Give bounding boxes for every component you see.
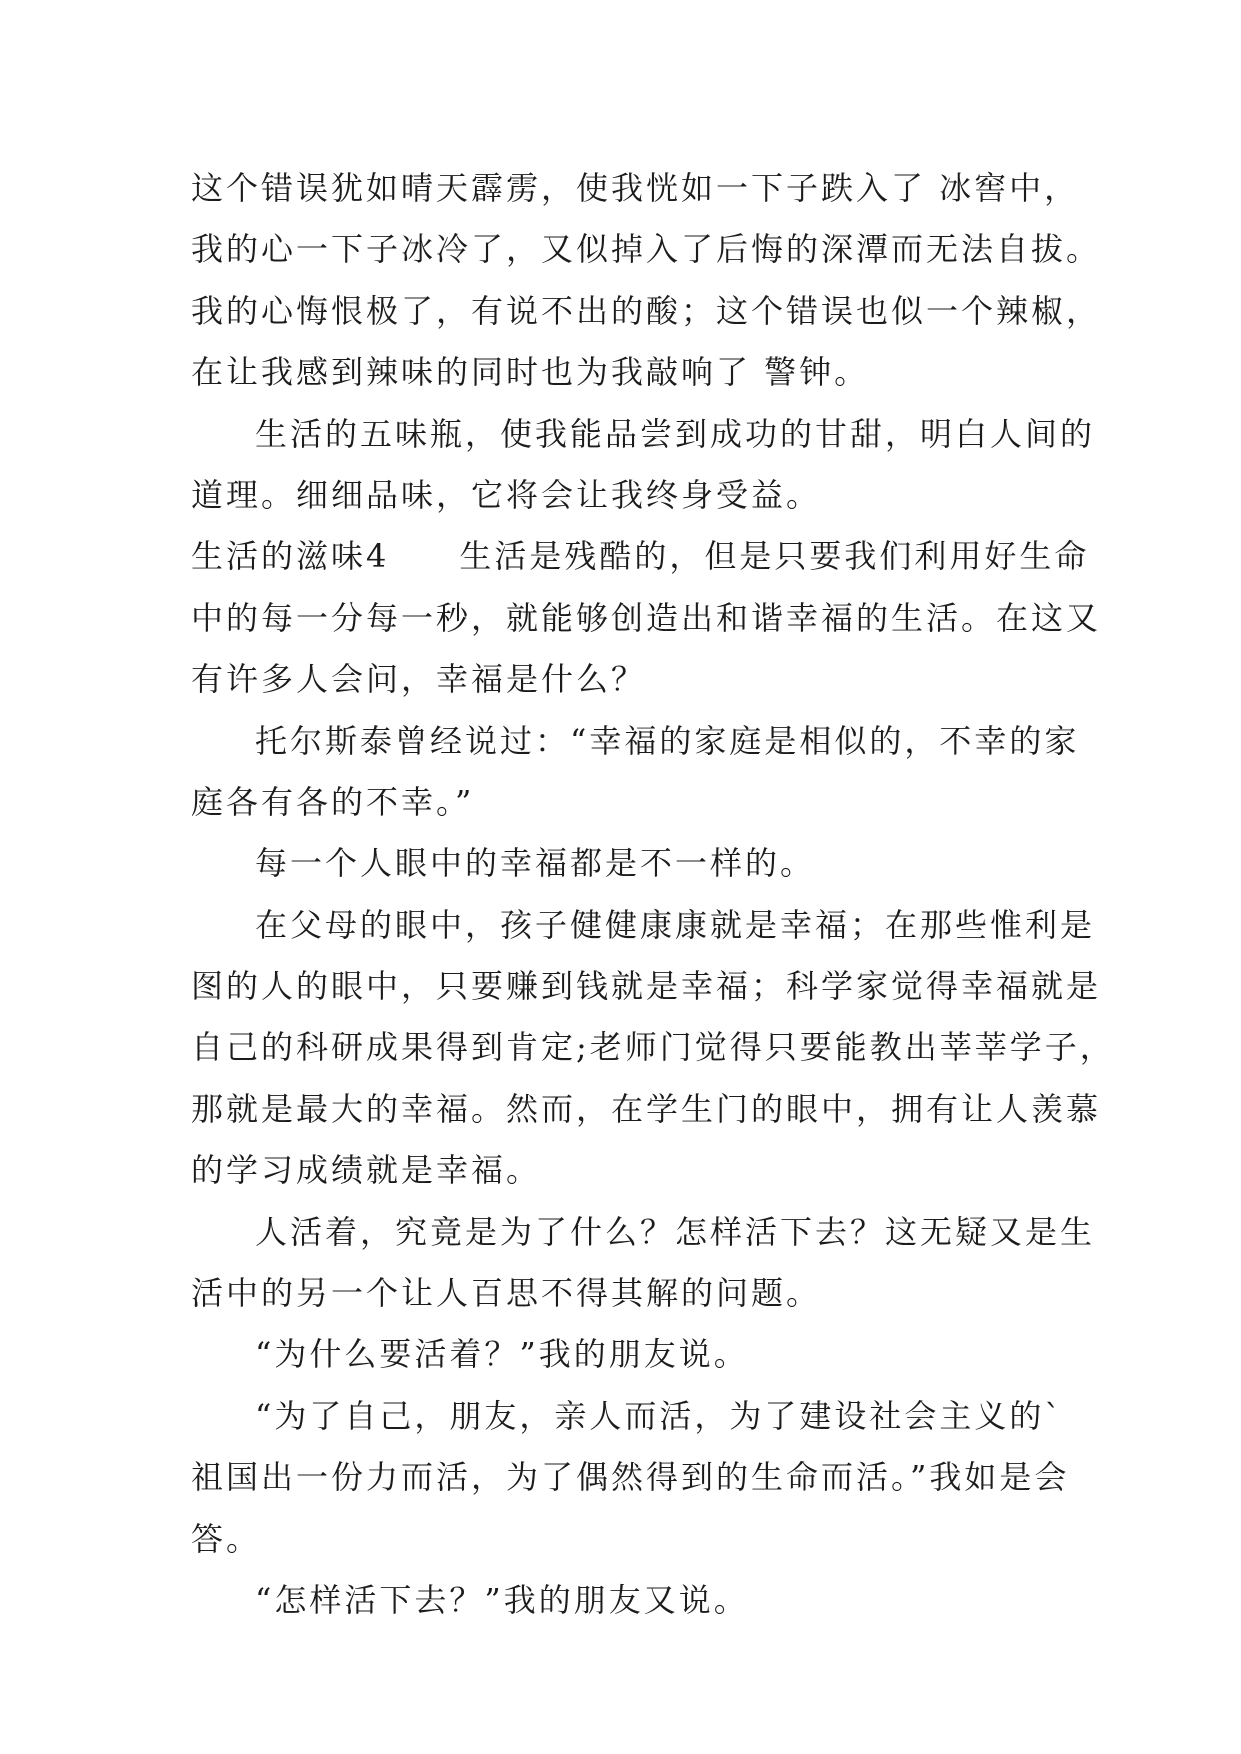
text-line: 在父母的眼中，孩子健健康康就是幸福；在那些惟利是 [255,905,1096,944]
text-line: “怎样活下去？”我的朋友又说。 [255,1580,749,1619]
text-line: 庭各有各的不幸。” [191,782,475,821]
text-line: 图的人的眼中，只要赚到钱就是幸福；科学家觉得幸福就是 [191,967,1102,1006]
text-line: 我的心悔恨极了，有说不出的酸；这个错误也似一个辣椒， [191,291,1102,330]
text-line: “为了自己，朋友，亲人而活，为了建设社会主义的` [255,1396,1064,1435]
text-line: 的学习成绩就是幸福。 [191,1151,542,1190]
text-line: 这个错误犹如晴天霹雳，使我恍如一下子跌入了 冰窖中， [191,169,1080,207]
text-line: 中的每一分每一秒，就能够创造出和谐幸福的生活。在这又 [191,598,1102,637]
text-line: 活中的另一个让人百思不得其解的问题。 [191,1274,822,1313]
text-line: 在让我感到辣味的同时也为我敲响了 警钟。 [191,353,870,392]
text-line: 那就是最大的幸福。然而，在学生门的眼中，拥有让人羡慕 [191,1089,1102,1128]
text-line: 道理。细细品味，它将会让我终身受益。 [191,475,822,514]
section-heading-line: 生活的滋味4 生活是残酷的，但是只要我们利用好生命 [191,537,1090,576]
text-line: 答。 [191,1519,262,1558]
text-line: 我的心一下子冰冷了，又似掉入了后悔的深潭而无法自拔。 [191,230,1102,269]
text-line: “为什么要活着？”我的朋友说。 [255,1335,749,1374]
text-line: 祖国出一份力而活，为了偶然得到的生命而活。”我如是会 [191,1458,1070,1497]
text-line: 自己的科研成果得到肯定;老师门觉得只要能教出莘莘学子， [191,1028,1115,1067]
text-line: 人活着，究竟是为了什么？怎样活下去？这无疑又是生 [255,1212,1096,1251]
text-line: 每一个人眼中的幸福都是不一样的。 [255,844,816,883]
text-line: 生活的五味瓶，使我能品尝到成功的甘甜，明白人间的 [255,414,1096,453]
body-text [191,158,1115,1631]
text-line: 有许多人会问，幸福是什么？ [191,660,647,699]
text-line: 托尔斯泰曾经说过：“幸福的家庭是相似的，不幸的家 [255,721,1080,760]
